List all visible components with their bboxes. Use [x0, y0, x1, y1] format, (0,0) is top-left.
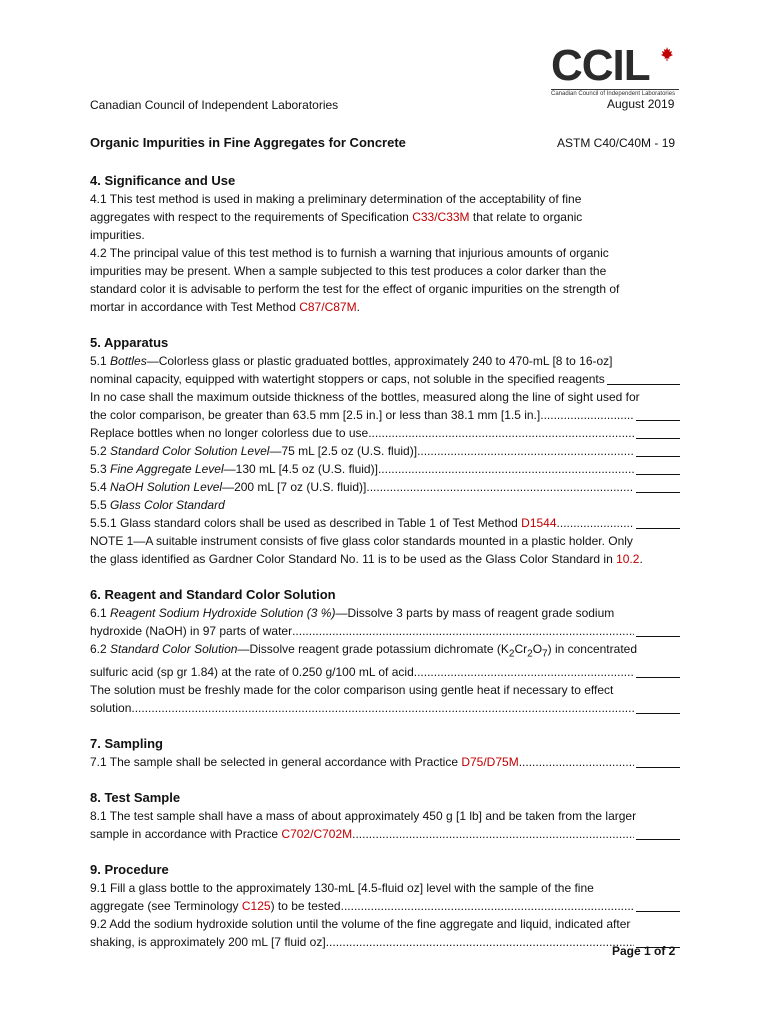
paragraph-line [90, 825, 680, 843]
text: 7.1 The sample shall be selected in general accordance with Practice [90, 755, 462, 770]
fill-line [636, 622, 680, 637]
paragraph-line [90, 226, 680, 244]
fill-line [636, 442, 680, 457]
text: —Colorless glass or plastic graduated bottles, approximately 240 to 470-mL [8 to 16-oz] [146, 354, 613, 368]
fill-line [636, 699, 680, 714]
reference-link-10-2[interactable]: 10.2 [616, 552, 640, 566]
paragraph-line [90, 532, 680, 550]
fill-line [636, 825, 680, 840]
text: In no case shall the maximum outside thickness of the bottles, measured along the line of sight used for [90, 390, 640, 404]
fill-line [636, 663, 680, 678]
text: 9.1 Fill a glass bottle to the approximately 130-mL [4.5-fluid oz] level with the sample of the fine [90, 881, 594, 896]
paragraph-line [90, 190, 680, 208]
text: Bottles [110, 354, 147, 368]
text: ) in concentrated [547, 642, 637, 656]
paragraph-line [90, 478, 680, 496]
standard-number: ASTM C40/C40M - 19 [557, 136, 676, 150]
subscript: 2 [508, 648, 515, 660]
document-body [90, 172, 680, 951]
section-9-heading: 9. Procedure [90, 862, 169, 878]
text: 6.2 [90, 642, 111, 656]
fill-line [636, 897, 680, 912]
text: 5.5 [90, 498, 111, 512]
text: —130 mL [4.5 oz (U.S. fluid)] [223, 462, 378, 476]
text: sulfuric acid (sp gr 1.84) at the rate of 0.250 g/100 mL of acid [90, 665, 414, 680]
text: nominal capacity, equipped with watertight stoppers or caps, not soluble in the specified reagents [90, 372, 605, 386]
paragraph-line [90, 640, 680, 663]
page-number: Page 1 of 2 [612, 944, 676, 958]
text: Standard Color Solution [110, 642, 238, 656]
text: 5.1 [90, 354, 111, 368]
paragraph-line [90, 807, 680, 825]
text: —200 mL [7 oz (U.S. fluid)] [222, 480, 367, 494]
logo-wordmark: CCIL [551, 41, 650, 90]
text: 6.1 [90, 606, 111, 620]
text: 9.2 Add the sodium hydroxide solution until the volume of the fine aggregate and liquid, indicated after [90, 917, 631, 932]
text: —Dissolve reagent grade potassium dichromate (K [237, 642, 509, 656]
section-7-heading: 7. Sampling [90, 736, 163, 752]
text: NOTE 1—A suitable instrument consists of five glass color standards mounted in a plastic holder. Only [90, 534, 633, 548]
paragraph-line [90, 388, 680, 406]
paragraph-line [90, 496, 680, 514]
text: that relate to organic [469, 210, 583, 224]
text: the color comparison, be greater than 63.5 mm [2.5 in.] or less than 38.1 mm [1.5 in.] [90, 408, 541, 422]
logo-subtitle: Canadian Council of Independent Laboratories [551, 89, 679, 97]
section-4-heading: 4. Significance and Use [90, 173, 236, 188]
section-6-heading: 6. Reagent and Standard Color Solution [90, 587, 336, 602]
organization-name: Canadian Council of Independent Laboratories [90, 98, 339, 112]
text: 4.2 The principal value of this test method is to furnish a warning that injurious amounts of organic [90, 246, 609, 260]
section-5-heading: 5. Apparatus [90, 335, 169, 350]
text: aggregate (see Terminology [90, 899, 242, 914]
paragraph-line [90, 514, 680, 532]
text: hydroxide (NaOH) in 97 parts of water [90, 624, 293, 638]
subscript: 7 [542, 648, 548, 660]
text: 4.1 This test method is used in making a preliminary determination of the acceptability of fine [90, 192, 582, 206]
text: standard color it is advisable to perform the test for the effect of organic impurities on the strength of [90, 282, 620, 296]
paragraph-line [90, 933, 680, 951]
text: Standard Color Solution Level [110, 444, 270, 458]
paragraph-line [90, 681, 680, 699]
paragraph-line [90, 370, 680, 388]
text: mortar in accordance with Test Method [90, 300, 300, 314]
paragraph-line [90, 280, 680, 298]
text: 5.4 [90, 480, 111, 494]
text: impurities. [90, 228, 145, 242]
paragraph-line [90, 442, 680, 460]
paragraph-line [90, 352, 680, 370]
text: the glass identified as Gardner Color Standard No. 11 is to be used as the Glass Color Standard in [90, 552, 617, 566]
paragraph-line [90, 753, 680, 771]
fill-line [636, 460, 680, 475]
text: impurities may be present. When a sample subjected to this test produces a color darker than the [90, 264, 607, 278]
text: Glass Color Standard [110, 498, 225, 512]
text: ) to be tested [270, 899, 341, 914]
paragraph-line [90, 208, 680, 226]
reference-link-c125[interactable]: C125 [241, 899, 271, 914]
fill-line [636, 514, 680, 529]
text: 5.5.1 Glass standard colors shall be used as described in Table 1 of Test Method [90, 516, 522, 530]
text: 8.1 The test sample shall have a mass of about approximately 450 g [1 lb] and be taken from the larger [90, 809, 637, 824]
text: O [532, 642, 543, 656]
text: shaking, is approximately 200 mL [7 fluid oz] [90, 935, 326, 950]
text: Reagent Sodium Hydroxide Solution (3 %) [110, 606, 336, 620]
fill-line [636, 406, 680, 421]
text: Replace bottles when no longer colorless due to use [90, 426, 369, 440]
reference-link-c33[interactable]: C33/C33M [412, 210, 470, 224]
reference-link-c702[interactable]: C702/C702M [281, 827, 353, 842]
reference-link-c87[interactable]: C87/C87M [299, 300, 357, 314]
ccil-logo [551, 41, 679, 100]
text: . [356, 300, 360, 314]
paragraph-line [90, 879, 680, 897]
paragraph-line [90, 460, 680, 478]
subscript: 2 [527, 648, 533, 660]
reference-link-d75[interactable]: D75/D75M [461, 755, 519, 770]
fill-line [636, 478, 680, 493]
text: Fine Aggregate Level [110, 462, 224, 476]
text: NaOH Solution Level [110, 480, 223, 494]
reference-link-d1544[interactable]: D1544 [521, 516, 557, 530]
text: 5.3 [90, 462, 111, 476]
paragraph-line [90, 550, 680, 568]
paragraph-line [90, 262, 680, 280]
document-title: Organic Impurities in Fine Aggregates for Concrete [90, 135, 406, 150]
paragraph-line [90, 663, 680, 681]
paragraph-line [90, 298, 680, 316]
text: Cr [514, 642, 528, 656]
paragraph-line [90, 244, 680, 262]
paragraph-line [90, 699, 680, 717]
document-date: August 2019 [607, 97, 675, 111]
paragraph-line [90, 915, 680, 933]
fill-line [607, 370, 680, 385]
text: . [639, 552, 643, 566]
text: sample in accordance with Practice [90, 827, 282, 842]
text: 5.2 [90, 444, 111, 458]
maple-leaf-icon [659, 46, 675, 62]
paragraph-line [90, 604, 680, 622]
text: —Dissolve 3 parts by mass of reagent grade sodium [335, 606, 615, 620]
section-8-heading: 8. Test Sample [90, 790, 181, 806]
paragraph-line [90, 897, 680, 915]
text: solution [90, 701, 132, 716]
fill-line [636, 753, 680, 768]
paragraph-line [90, 622, 680, 640]
text: aggregates with respect to the requirements of Specification [90, 210, 413, 224]
text: —75 mL [2.5 oz (U.S. fluid)] [269, 444, 418, 458]
text: The solution must be freshly made for the color comparison using gentle heat if necessary to effect [90, 683, 614, 698]
paragraph-line [90, 424, 680, 442]
paragraph-line [90, 406, 680, 424]
fill-line [636, 424, 680, 439]
